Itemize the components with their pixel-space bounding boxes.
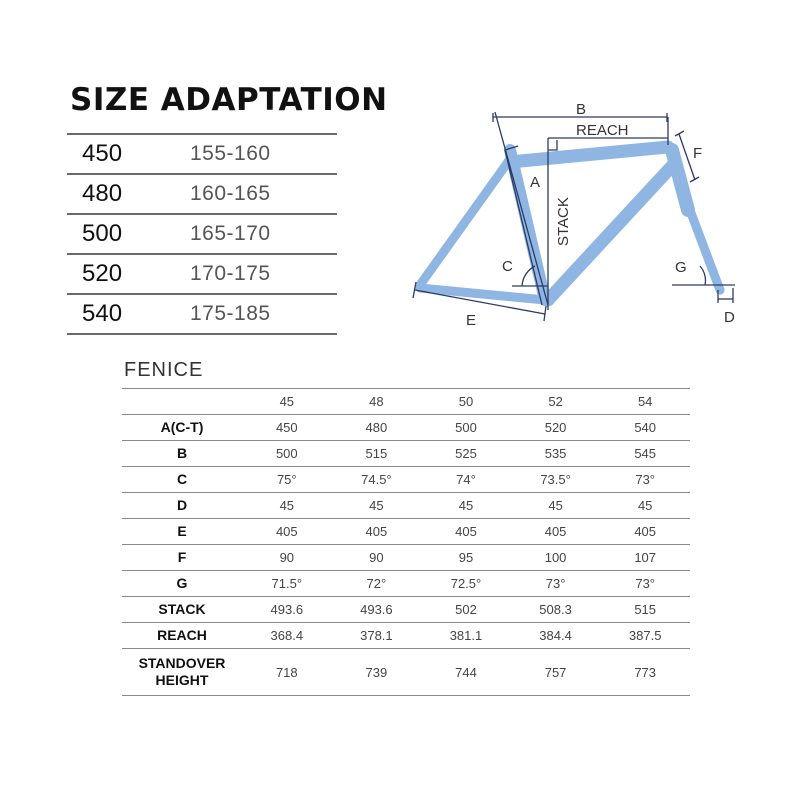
geometry-value: 545 — [600, 441, 690, 467]
geometry-value: 757 — [511, 649, 601, 696]
size-adaptation-title: SIZE ADAPTATION — [70, 82, 388, 118]
geometry-value: 75° — [242, 467, 332, 493]
geometry-value: 520 — [511, 415, 601, 441]
geometry-value: 378.1 — [332, 623, 422, 649]
geometry-value: 718 — [242, 649, 332, 696]
size-row — [67, 254, 337, 294]
frame-size: 520 — [67, 254, 190, 294]
geometry-row-a — [122, 415, 690, 441]
geometry-row-b — [122, 441, 690, 467]
geometry-row-standover — [122, 649, 690, 696]
size-row — [67, 294, 337, 334]
geometry-value: 535 — [511, 441, 601, 467]
label-g: G — [675, 259, 687, 276]
geometry-value: 405 — [332, 519, 422, 545]
frame-geometry-diagram — [405, 95, 745, 330]
rider-height-range: 160-165 — [190, 174, 337, 214]
geometry-row-reach — [122, 623, 690, 649]
geometry-value: 515 — [332, 441, 422, 467]
seat-tube — [510, 150, 545, 300]
geometry-value: 405 — [421, 519, 511, 545]
label-d: D — [724, 309, 735, 326]
geometry-value: 45 — [600, 493, 690, 519]
row-label: C — [122, 467, 242, 493]
geometry-row-f — [122, 545, 690, 571]
top-tube — [510, 147, 668, 162]
rider-height-range: 165-170 — [190, 214, 337, 254]
geometry-value: 45 — [332, 493, 422, 519]
row-label-standover — [122, 649, 242, 696]
size-row — [67, 134, 337, 174]
rider-height-range: 175-185 — [190, 294, 337, 334]
geometry-value: 500 — [242, 441, 332, 467]
geometry-value: 73.5° — [511, 467, 601, 493]
geometry-value: 107 — [600, 545, 690, 571]
rider-height-range: 155-160 — [190, 134, 337, 174]
geometry-value: 387.5 — [600, 623, 690, 649]
geometry-value: 45 — [511, 493, 601, 519]
geometry-value: 502 — [421, 597, 511, 623]
label-stack: STACK — [555, 197, 572, 246]
geometry-value: 450 — [242, 415, 332, 441]
size-header: 52 — [511, 389, 601, 415]
geometry-value: 773 — [600, 649, 690, 696]
row-label: D — [122, 493, 242, 519]
geometry-value: 95 — [421, 545, 511, 571]
geometry-value: 368.4 — [242, 623, 332, 649]
geometry-value: 74° — [421, 467, 511, 493]
geometry-value: 480 — [332, 415, 422, 441]
geometry-value: 74.5° — [332, 467, 422, 493]
frame-size: 450 — [67, 134, 190, 174]
geometry-value: 515 — [600, 597, 690, 623]
geometry-value: 90 — [242, 545, 332, 571]
geometry-value: 493.6 — [332, 597, 422, 623]
seat-stay — [420, 162, 508, 285]
label-e: E — [466, 312, 477, 329]
size-adaptation-table — [67, 133, 337, 335]
geometry-value: 405 — [600, 519, 690, 545]
geometry-value: 73° — [600, 467, 690, 493]
fork-blade — [688, 205, 720, 290]
geometry-value: 45 — [421, 493, 511, 519]
geometry-value: 90 — [332, 545, 422, 571]
geometry-value: 100 — [511, 545, 601, 571]
rider-height-range: 170-175 — [190, 254, 337, 294]
row-label: F — [122, 545, 242, 571]
geometry-value: 744 — [421, 649, 511, 696]
label-b: B — [576, 101, 587, 118]
label-f: F — [693, 145, 703, 162]
row-label-line: STANDOVER — [138, 655, 226, 671]
size-row — [67, 214, 337, 254]
geometry-table — [122, 388, 690, 696]
geometry-value: 540 — [600, 415, 690, 441]
geometry-value: 72° — [332, 571, 422, 597]
row-label: B — [122, 441, 242, 467]
geometry-value: 405 — [242, 519, 332, 545]
geometry-value: 384.4 — [511, 623, 601, 649]
row-label: G — [122, 571, 242, 597]
geometry-value: 500 — [421, 415, 511, 441]
frame-size: 540 — [67, 294, 190, 334]
label-c: C — [502, 258, 513, 275]
geometry-title: FENICE — [124, 359, 204, 381]
geometry-value: 493.6 — [242, 597, 332, 623]
geometry-row-g — [122, 571, 690, 597]
geometry-value: 405 — [511, 519, 601, 545]
geometry-value: 508.3 — [511, 597, 601, 623]
geometry-value: 72.5° — [421, 571, 511, 597]
row-label: A(C-T) — [122, 415, 242, 441]
geometry-value: 381.1 — [421, 623, 511, 649]
geometry-row-e — [122, 519, 690, 545]
row-label: E — [122, 519, 242, 545]
label-reach: REACH — [576, 122, 629, 139]
row-label-line: HEIGHT — [155, 672, 209, 688]
geometry-value: 525 — [421, 441, 511, 467]
row-label: REACH — [122, 623, 242, 649]
frame-size: 500 — [67, 214, 190, 254]
size-header: 48 — [332, 389, 422, 415]
size-header-row — [122, 389, 690, 415]
geometry-value: 73° — [600, 571, 690, 597]
head-tube — [672, 150, 688, 210]
geometry-value: 739 — [332, 649, 422, 696]
size-header: 54 — [600, 389, 690, 415]
size-header: 50 — [421, 389, 511, 415]
header-corner — [122, 389, 242, 415]
geometry-row-c — [122, 467, 690, 493]
geometry-value: 71.5° — [242, 571, 332, 597]
size-row — [67, 174, 337, 214]
size-header: 45 — [242, 389, 332, 415]
geometry-value: 73° — [511, 571, 601, 597]
label-a: A — [530, 174, 541, 191]
geometry-row-d — [122, 493, 690, 519]
row-label: STACK — [122, 597, 242, 623]
geometry-row-stack — [122, 597, 690, 623]
geometry-value: 45 — [242, 493, 332, 519]
frame-size: 480 — [67, 174, 190, 214]
